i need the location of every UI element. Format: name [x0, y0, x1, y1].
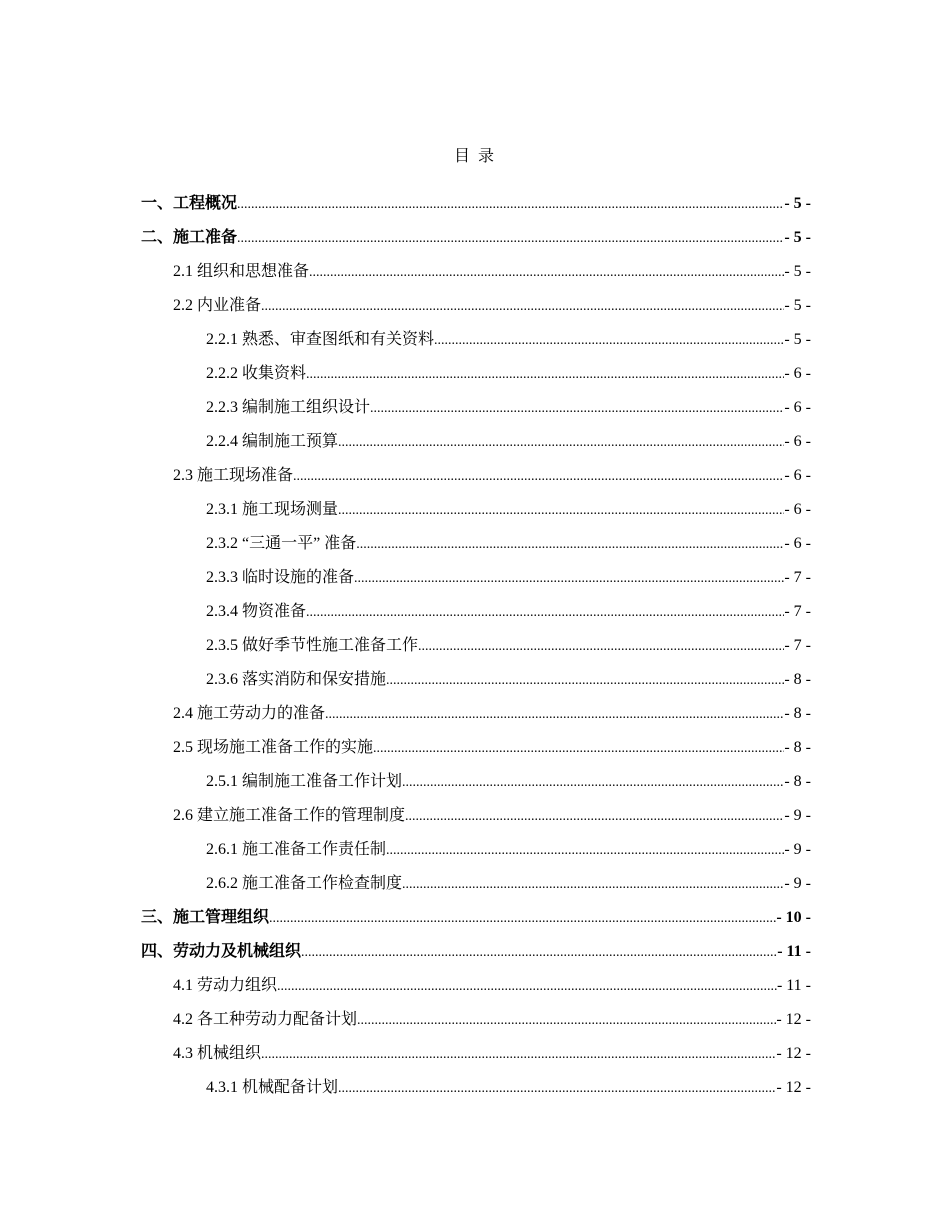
- toc-entry-title: 2.5 现场施工准备工作的实施: [173, 739, 374, 756]
- toc-entry-title: 2.3.1 施工现场测量: [206, 501, 339, 518]
- toc-entry[interactable]: [141, 1037, 811, 1071]
- toc-dot-leader: [306, 596, 784, 630]
- toc-dot-leader: [357, 1004, 776, 1038]
- toc-dot-leader: [356, 528, 784, 562]
- toc-entry-page-number: - 5 -: [784, 195, 811, 212]
- toc-dot-leader: [261, 1038, 776, 1072]
- toc-entry[interactable]: [141, 187, 811, 221]
- toc-entry-title: 2.2.3 编制施工组织设计: [206, 399, 371, 416]
- toc-dot-leader: [237, 188, 784, 222]
- toc-entry-page-number: - 8 -: [784, 739, 811, 756]
- toc-entry[interactable]: [141, 697, 811, 731]
- toc-entry-title: 2.4 施工劳动力的准备: [173, 705, 326, 722]
- toc-title: 目 录: [453, 148, 496, 165]
- toc-dot-leader: [338, 1072, 776, 1106]
- toc-entry[interactable]: [141, 289, 811, 323]
- toc-entry-page-number: - 9 -: [784, 875, 811, 892]
- toc-dot-leader: [301, 936, 777, 970]
- toc-dot-leader: [402, 868, 784, 902]
- toc-dot-leader: [386, 834, 784, 868]
- toc-entry-title: 2.6.2 施工准备工作检查制度: [206, 875, 403, 892]
- toc-entry-title: 2.6.1 施工准备工作责任制: [206, 841, 387, 858]
- toc-entry-page-number: - 11 -: [776, 977, 811, 994]
- toc-entry[interactable]: [141, 357, 811, 391]
- toc-entry[interactable]: [141, 901, 811, 935]
- toc-entry-title: 2.3.5 做好季节性施工准备工作: [206, 637, 419, 654]
- toc-entry-page-number: - 6 -: [784, 501, 811, 518]
- toc-entry-page-number: - 5 -: [784, 263, 811, 280]
- toc-dot-leader: [405, 800, 784, 834]
- toc-entry-page-number: - 9 -: [784, 841, 811, 858]
- toc-dot-leader: [261, 290, 784, 324]
- toc-dot-leader: [338, 494, 784, 528]
- toc-entry-title: 4.2 各工种劳动力配备计划: [173, 1011, 358, 1028]
- toc-dot-leader: [338, 426, 784, 460]
- toc-entry-title: 四、劳动力及机械组织: [141, 943, 302, 960]
- toc-entry-title: 2.5.1 编制施工准备工作计划: [206, 773, 403, 790]
- toc-entry-page-number: - 11 -: [777, 943, 811, 960]
- toc-entry[interactable]: [141, 595, 811, 629]
- toc-dot-leader: [293, 460, 784, 494]
- toc-entry-page-number: - 5 -: [784, 331, 811, 348]
- toc-entry[interactable]: [141, 221, 811, 255]
- toc-dot-leader: [402, 766, 784, 800]
- toc-entry-title: 三、施工管理组织: [141, 909, 270, 926]
- toc-entry-page-number: - 9 -: [784, 807, 811, 824]
- toc-entry-title: 2.2 内业准备: [173, 297, 262, 314]
- toc-dot-leader: [309, 256, 784, 290]
- toc-entry[interactable]: [141, 867, 811, 901]
- toc-entry-page-number: - 6 -: [784, 399, 811, 416]
- toc-entry-page-number: - 8 -: [784, 773, 811, 790]
- toc-entry-page-number: - 5 -: [784, 297, 811, 314]
- toc-entry-title: 4.3 机械组织: [173, 1045, 262, 1062]
- toc-entry-title: 2.3.6 落实消防和保安措施: [206, 671, 387, 688]
- toc-dot-leader: [386, 664, 784, 698]
- toc-entry-page-number: - 5 -: [784, 229, 811, 246]
- toc-entry[interactable]: [141, 799, 811, 833]
- toc-entry[interactable]: [141, 561, 811, 595]
- toc-entry[interactable]: [141, 391, 811, 425]
- toc-entry-page-number: - 7 -: [784, 569, 811, 586]
- toc-entry-page-number: - 12 -: [776, 1045, 811, 1062]
- toc-entry[interactable]: [141, 323, 811, 357]
- toc-entry-title: 4.3.1 机械配备计划: [206, 1079, 339, 1096]
- toc-entry[interactable]: [141, 833, 811, 867]
- toc-entry-page-number: - 7 -: [784, 603, 811, 620]
- toc-entry-title: 2.3 施工现场准备: [173, 467, 294, 484]
- toc-dot-leader: [370, 392, 784, 426]
- toc-entry[interactable]: [141, 255, 811, 289]
- toc-dot-leader: [434, 324, 784, 358]
- toc-entry-page-number: - 7 -: [784, 637, 811, 654]
- toc-entry[interactable]: [141, 969, 811, 1003]
- toc-entry-title: 2.3.4 物资准备: [206, 603, 307, 620]
- toc-entry[interactable]: [141, 1071, 811, 1105]
- toc-entry-page-number: - 6 -: [784, 467, 811, 484]
- toc-entry-title: 2.3.3 临时设施的准备: [206, 569, 355, 586]
- toc-entry[interactable]: [141, 1003, 811, 1037]
- toc-entry-page-number: - 8 -: [784, 705, 811, 722]
- toc-entry-title: 2.3.2 “三通一平” 准备: [206, 535, 357, 552]
- toc-entry-title: 二、施工准备: [141, 229, 238, 246]
- toc-entry-title: 一、工程概况: [141, 195, 238, 212]
- toc-entry[interactable]: [141, 629, 811, 663]
- toc-entry-page-number: - 10 -: [776, 909, 811, 926]
- toc-dot-leader: [325, 698, 784, 732]
- table-of-contents: [141, 187, 811, 1105]
- toc-entry-title: 2.1 组织和思想准备: [173, 263, 310, 280]
- toc-dot-leader: [237, 222, 784, 256]
- toc-entry[interactable]: [141, 765, 811, 799]
- toc-entry-title: 2.2.1 熟悉、审查图纸和有关资料: [206, 331, 435, 348]
- toc-entry-page-number: - 6 -: [784, 535, 811, 552]
- toc-dot-leader: [269, 902, 776, 936]
- toc-dot-leader: [418, 630, 784, 664]
- toc-entry[interactable]: [141, 663, 811, 697]
- toc-entry-page-number: - 8 -: [784, 671, 811, 688]
- toc-entry-page-number: - 6 -: [784, 365, 811, 382]
- toc-entry[interactable]: [141, 731, 811, 765]
- toc-entry[interactable]: [141, 493, 811, 527]
- toc-dot-leader: [306, 358, 784, 392]
- toc-entry-page-number: - 12 -: [776, 1079, 811, 1096]
- toc-dot-leader: [373, 732, 784, 766]
- toc-entry-title: 2.2.2 收集资料: [206, 365, 307, 382]
- toc-entry[interactable]: [141, 425, 811, 459]
- toc-entry-title: 4.1 劳动力组织: [173, 977, 278, 994]
- toc-dot-leader: [354, 562, 784, 596]
- toc-entry[interactable]: [141, 935, 811, 969]
- toc-dot-leader: [277, 970, 777, 1004]
- toc-entry[interactable]: [141, 527, 811, 561]
- toc-entry-page-number: - 12 -: [776, 1011, 811, 1028]
- toc-entry-title: 2.6 建立施工准备工作的管理制度: [173, 807, 406, 824]
- toc-entry[interactable]: [141, 459, 811, 493]
- toc-entry-page-number: - 6 -: [784, 433, 811, 450]
- toc-entry-title: 2.2.4 编制施工预算: [206, 433, 339, 450]
